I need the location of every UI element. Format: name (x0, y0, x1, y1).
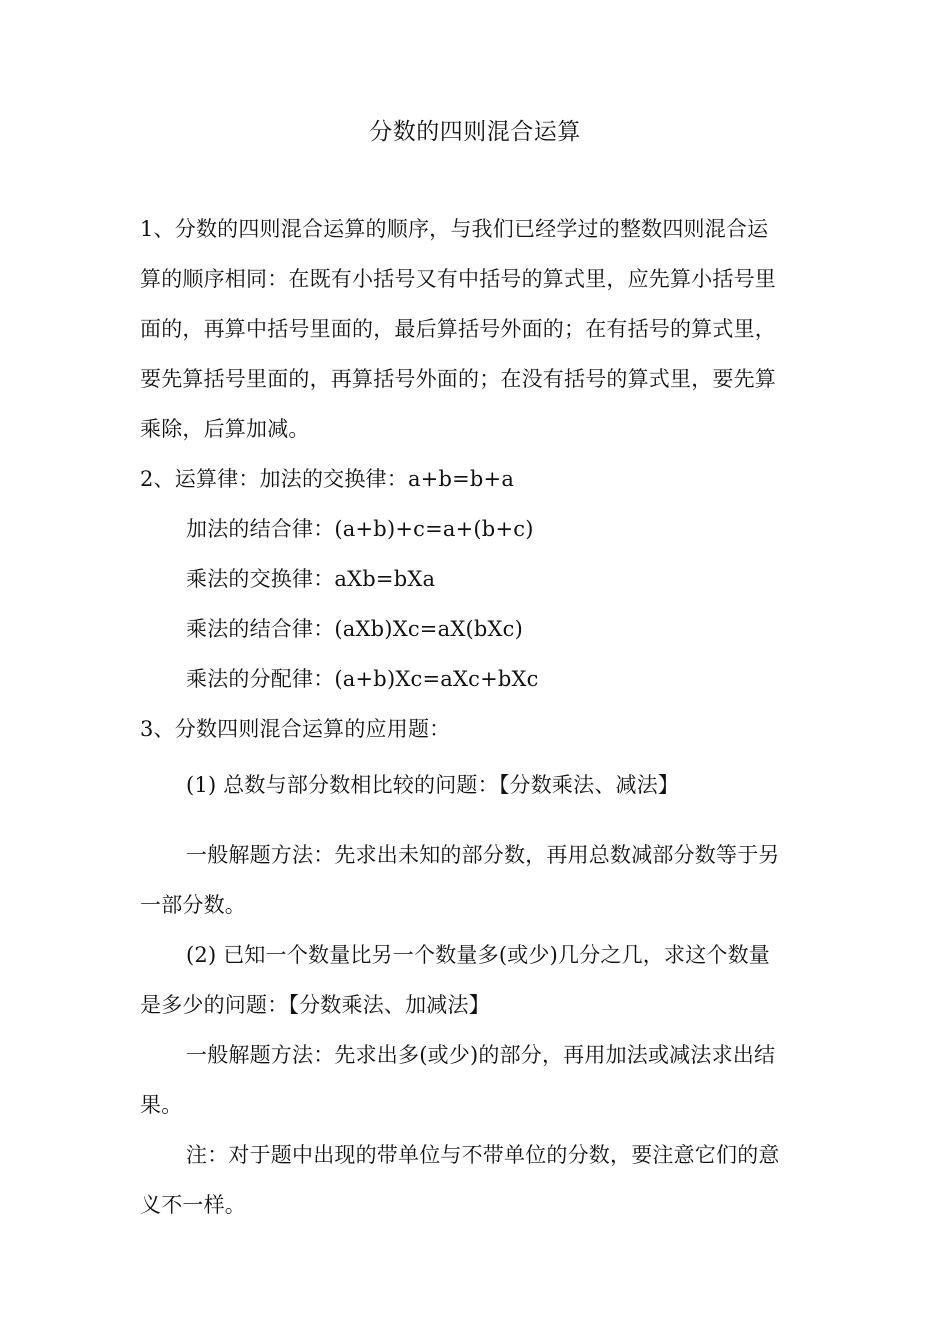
rules-heading: 2、运算律：加法的交换律：a+b=b+a (140, 467, 515, 491)
note-line-1: 注：对于题中出现的带单位与不带单位的分数，要注意它们的意 (186, 1143, 780, 1167)
problem-1-method-line-1: 一般解题方法：先求出未知的部分数，再用总数减部分数等于另 (186, 843, 780, 867)
problem-2-heading-line-2: 是多少的问题：【分数乘法、加减法】 (140, 993, 490, 1017)
problem-2-method-line-2: 果。 (140, 1093, 183, 1117)
rule-add-associative: 加法的结合律：(a+b)+c=a+(b+c) (186, 517, 534, 541)
problem-1-method-line-2: 一部分数。 (140, 893, 246, 917)
paragraph-1-line-2: 算的顺序相同：在既有小括号又有中括号的算式里，应先算小括号里 (140, 267, 776, 291)
document-title: 分数的四则混合运算 (369, 119, 581, 145)
rule-mul-distributive: 乘法的分配律：(a+b)Χc=aΧc+bΧc (186, 667, 539, 691)
applications-heading: 3、分数四则混合运算的应用题： (140, 717, 451, 741)
paragraph-1-line-1: 1、分数的四则混合运算的顺序，与我们已经学过的整数四则混合运 (140, 217, 769, 241)
problem-2-heading-line-1: (2) 已知一个数量比另一个数量多(或少)几分之几，求这个数量 (186, 943, 771, 967)
problem-1-heading: (1) 总数与部分数相比较的问题：【分数乘法、减法】 (186, 773, 680, 797)
rule-mul-commutative: 乘法的交换律：aΧb=bΧa (186, 567, 436, 591)
paragraph-1-line-5: 乘除，后算加减。 (140, 417, 310, 441)
rule-mul-associative: 乘法的结合律：(aΧb)Χc=aΧ(bΧc) (186, 617, 524, 641)
note-line-2: 义不一样。 (140, 1193, 246, 1217)
paragraph-1-line-4: 要先算括号里面的，再算括号外面的；在没有括号的算式里，要先算 (140, 367, 776, 391)
paragraph-1-line-3: 面的，再算中括号里面的，最后算括号外面的；在有括号的算式里， (140, 317, 776, 341)
problem-2-method-line-1: 一般解题方法：先求出多(或少)的部分，再用加法或减法求出结 (186, 1043, 776, 1067)
